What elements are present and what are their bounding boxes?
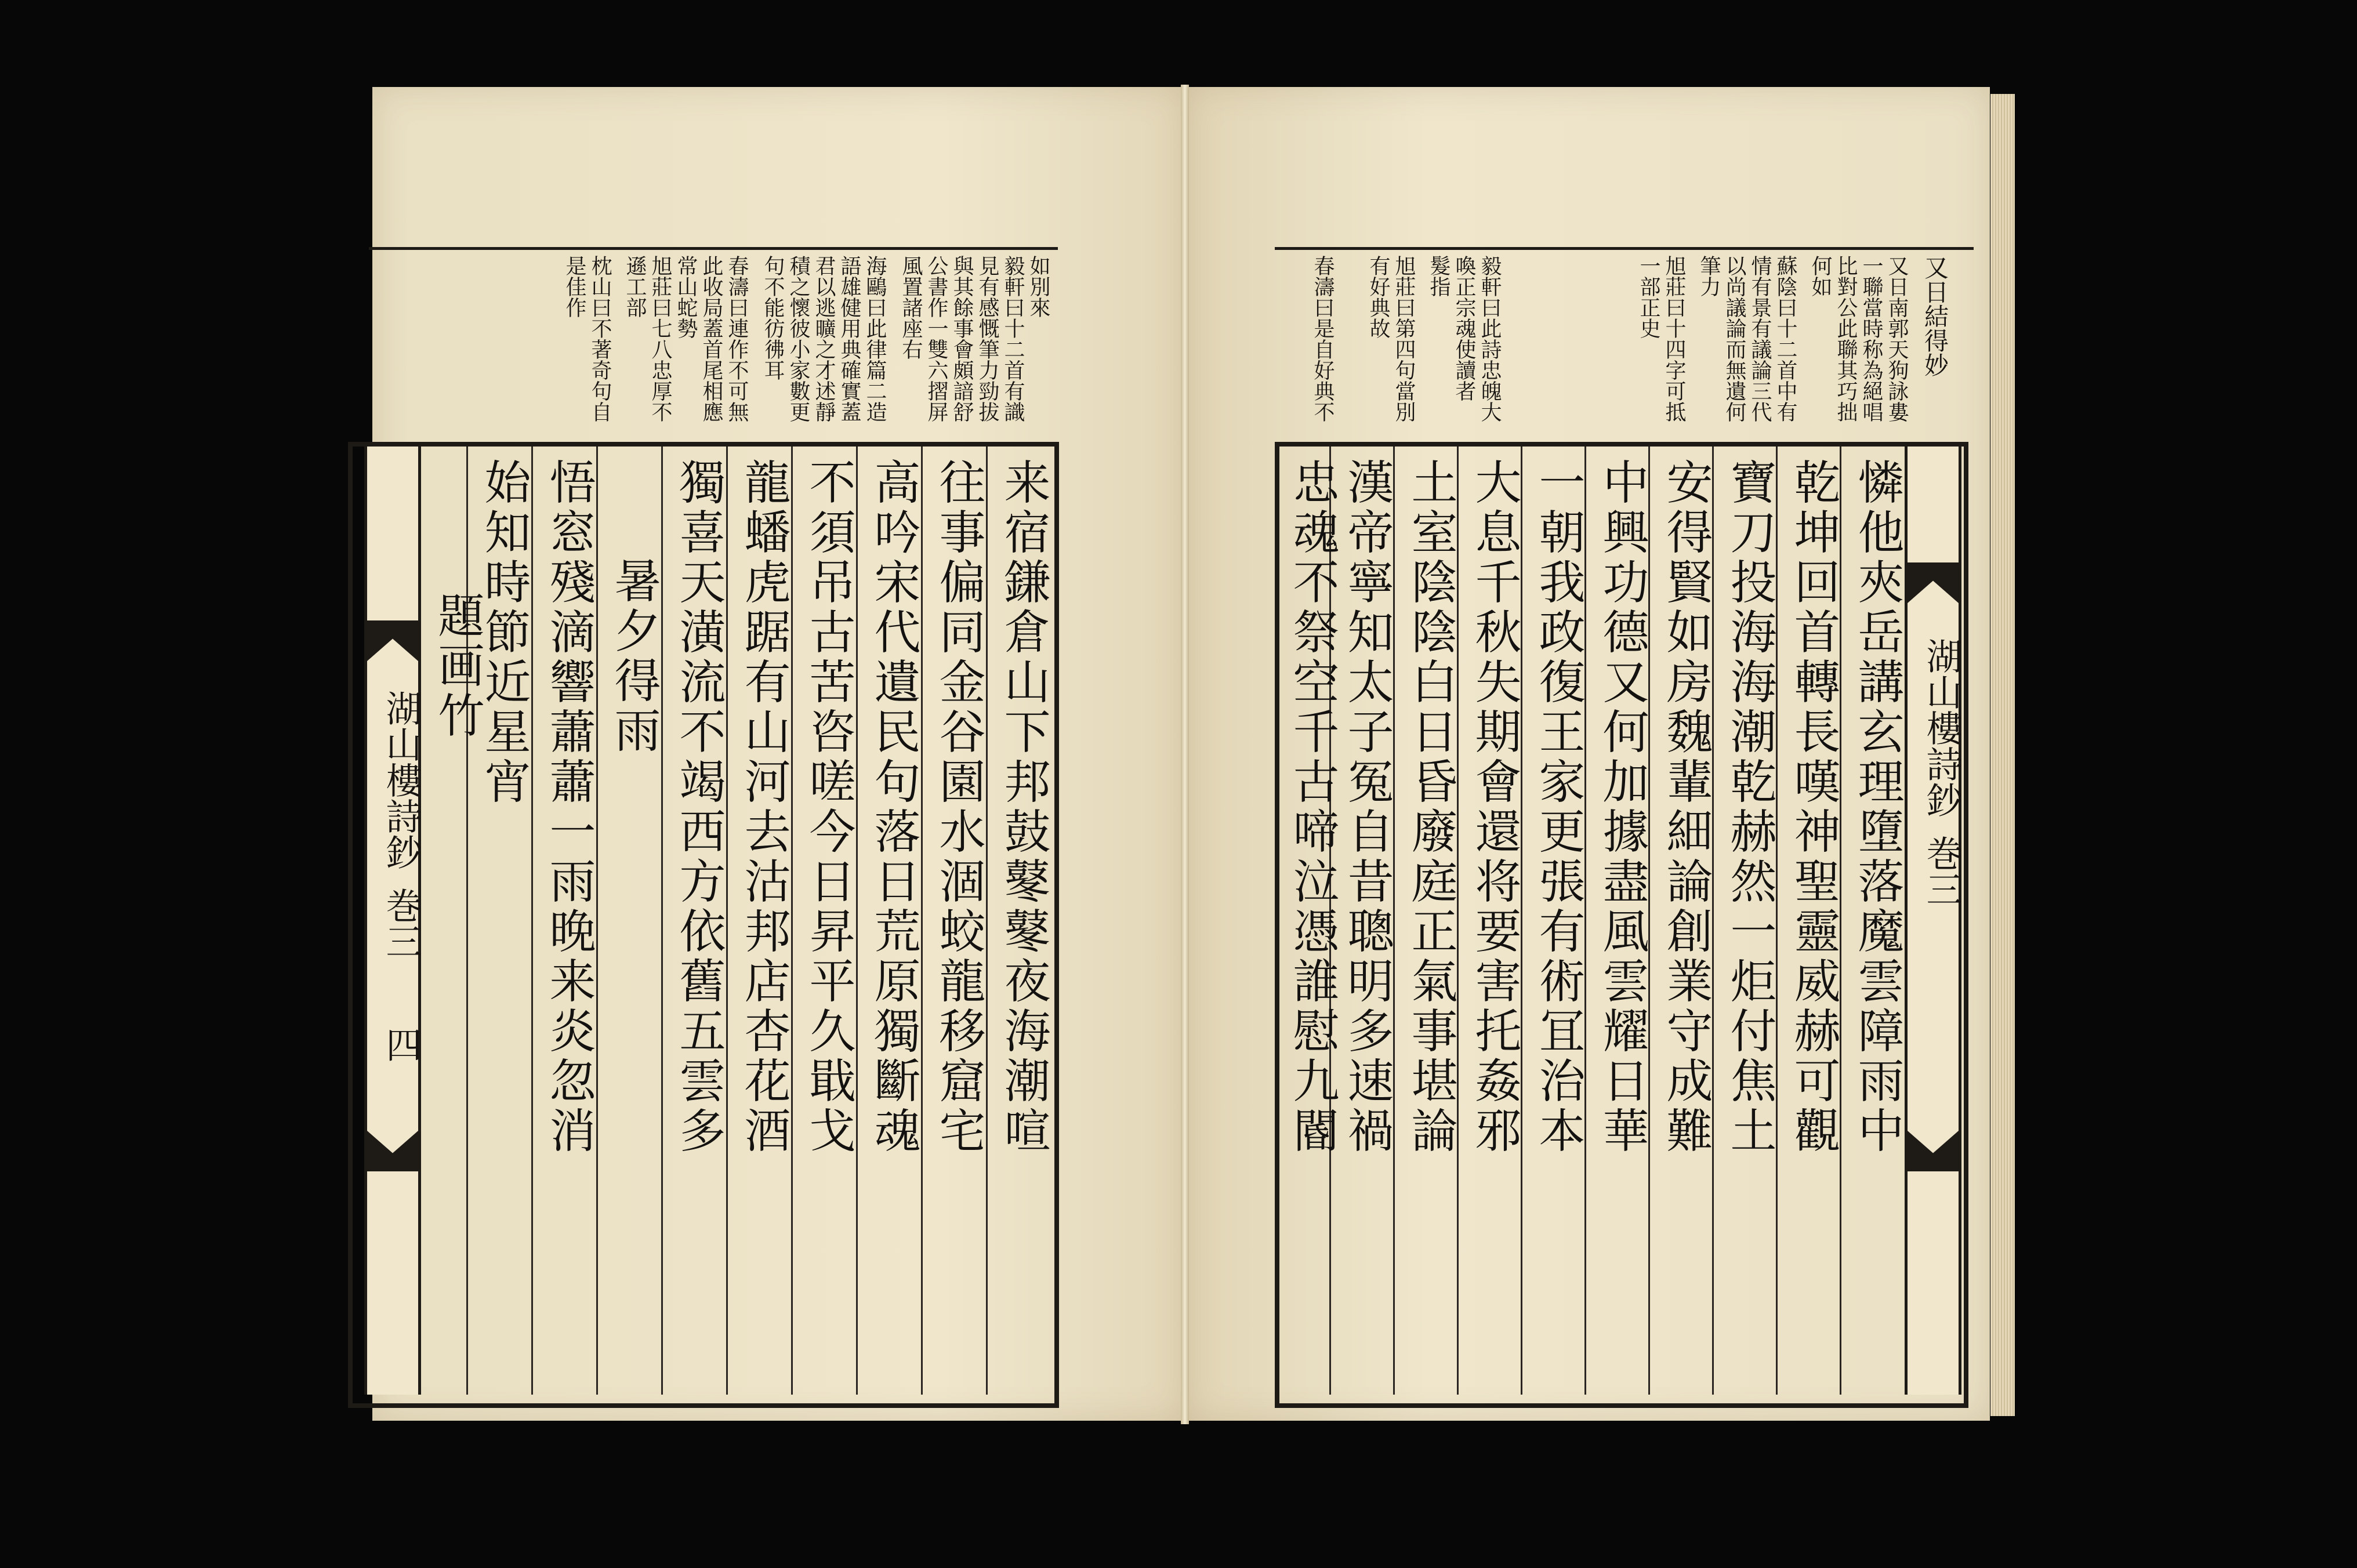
right-head-note: 蘇陰曰十二首中有 <box>1774 255 1797 422</box>
text-column: 獨喜天潢流不竭西方依舊五雲多 <box>672 458 726 1156</box>
right-head-note: 旭莊曰十四字可抵 <box>1662 255 1686 422</box>
left-head-note: 語雄健用典確實蓋 <box>837 255 861 422</box>
right-head-note: 筆力 <box>1697 255 1721 297</box>
text-column: 龍蟠虎踞有山河去沽邦店杏花酒 <box>737 458 790 1156</box>
right-head-note: 旭莊曰第四句當別 <box>1392 255 1416 422</box>
right-block-center <box>1905 447 1961 1395</box>
text-column: 安得賢如房魏輩細論創業守成難 <box>1659 458 1713 1156</box>
right-head-note: 情有景有議論三代 <box>1748 255 1772 422</box>
right-head-note: 春濤曰是自好典不 <box>1311 255 1335 422</box>
center-volume: 巻三 <box>380 887 422 959</box>
left-head-note: 君以逃曠之才述靜 <box>812 255 836 422</box>
center-volume: 巻三 <box>1920 835 1963 907</box>
text-column: 高吟宋代遺民句落日荒原獨斷魂 <box>866 458 920 1156</box>
right-head-note: 髮指 <box>1427 255 1451 297</box>
right-head-note: 有好典故 <box>1366 255 1390 339</box>
right-head-note: 一聯當時称為絕唱 <box>1859 255 1883 422</box>
text-column: 憐他夾岳講玄理墮落魔雲障雨中 <box>1850 458 1904 1156</box>
right-head-note: 比對公此聯其巧拙 <box>1834 255 1858 422</box>
fishtail-mark <box>1908 562 1959 603</box>
text-column: 来宿鎌倉山下邦鼓鼕鼕夜海潮喧 <box>996 458 1050 1156</box>
right-head-note: 一部正史 <box>1637 255 1660 339</box>
text-column: 悟窓殘滴響蕭蕭一雨晚来炎忽消 <box>542 458 596 1156</box>
book-gutter <box>1181 85 1189 1424</box>
left-head-note: 枕山曰不著奇句自 <box>588 255 612 422</box>
left-head-note: 海鷗曰此律篇二造 <box>863 255 887 422</box>
left-head-note: 毅軒曰十二首有識 <box>1001 255 1025 422</box>
text-column: 不須吊古苦咨嗟今日昇平久戢戈 <box>802 458 855 1156</box>
page-edges <box>1990 94 2015 1416</box>
center-book-title: 湖山樓詩鈔 <box>380 690 422 870</box>
right-head-note: 以尚議論而無遺何 <box>1723 255 1746 422</box>
left-head-note: 風置諸座右 <box>899 255 923 360</box>
fishtail-mark <box>367 1131 418 1171</box>
left-head-note: 旭莊曰七八忠厚不 <box>648 255 672 422</box>
text-column: 大息千秋失期會還将要害托姦邪 <box>1467 458 1521 1156</box>
right-head-note: 又日結得妙 <box>1921 255 1949 377</box>
left-head-note: 春濤曰連作不可無 <box>725 255 749 422</box>
text-column: 始知時節近星宵 <box>477 458 531 807</box>
left-block-center <box>364 447 421 1395</box>
poem-title: 題画竹 <box>430 591 484 741</box>
right-head-note: 又日南郭天狗詠婁 <box>1885 255 1909 422</box>
text-column: 往事偏同金谷園水涸蛟龍移窟宅 <box>931 458 985 1156</box>
folio-number: 四 <box>380 1026 422 1065</box>
left-head-note: 見有感慨筆力勁拔 <box>976 255 999 422</box>
text-column: 中興功德又何加據盡風雲耀日華 <box>1595 458 1649 1156</box>
text-column: 寶刀投海海潮乾赫然一炬付焦土 <box>1723 458 1776 1156</box>
text-column: 乾坤回首轉長嘆神聖靈威赫可觀 <box>1786 458 1840 1156</box>
left-head-note: 公書作一雙六摺屏 <box>924 255 948 422</box>
text-column: 忠魂不祭空千古啼泣憑誰慰九閽 <box>1285 458 1339 1156</box>
text-column: 土室陰陰白日昏廢庭正氣事堪論 <box>1404 458 1457 1156</box>
right-head-note: 何如 <box>1808 255 1832 297</box>
right-head-note: 毅軒曰此詩忠魄大 <box>1478 255 1502 422</box>
left-head-note: 如別來 <box>1027 255 1050 318</box>
left-head-note: 句不能彷彿耳 <box>761 255 785 380</box>
right-head-note: 喚正宗魂使讀者 <box>1452 255 1476 401</box>
left-head-note: 與其餘事會頗諳舒 <box>950 255 974 422</box>
text-column: 漢帝寧知太子冤自昔聰明多速禍 <box>1340 458 1394 1156</box>
left-head-note: 此收局蓋首尾相應 <box>699 255 723 422</box>
left-head-note: 積之懷彼小家數更 <box>786 255 810 422</box>
left-head-note: 遜工部 <box>623 255 647 318</box>
left-head-note: 常山蛇勢 <box>674 255 698 339</box>
left-head-note: 是佳作 <box>563 255 586 318</box>
text-column: 一朝我政復王家更張有術冝治本 <box>1531 458 1585 1156</box>
poem-title: 暑夕得雨 <box>607 557 661 756</box>
center-book-title: 湖山樓詩鈔 <box>1920 638 1963 818</box>
fishtail-mark <box>1908 1131 1959 1171</box>
fishtail-mark <box>367 620 418 661</box>
